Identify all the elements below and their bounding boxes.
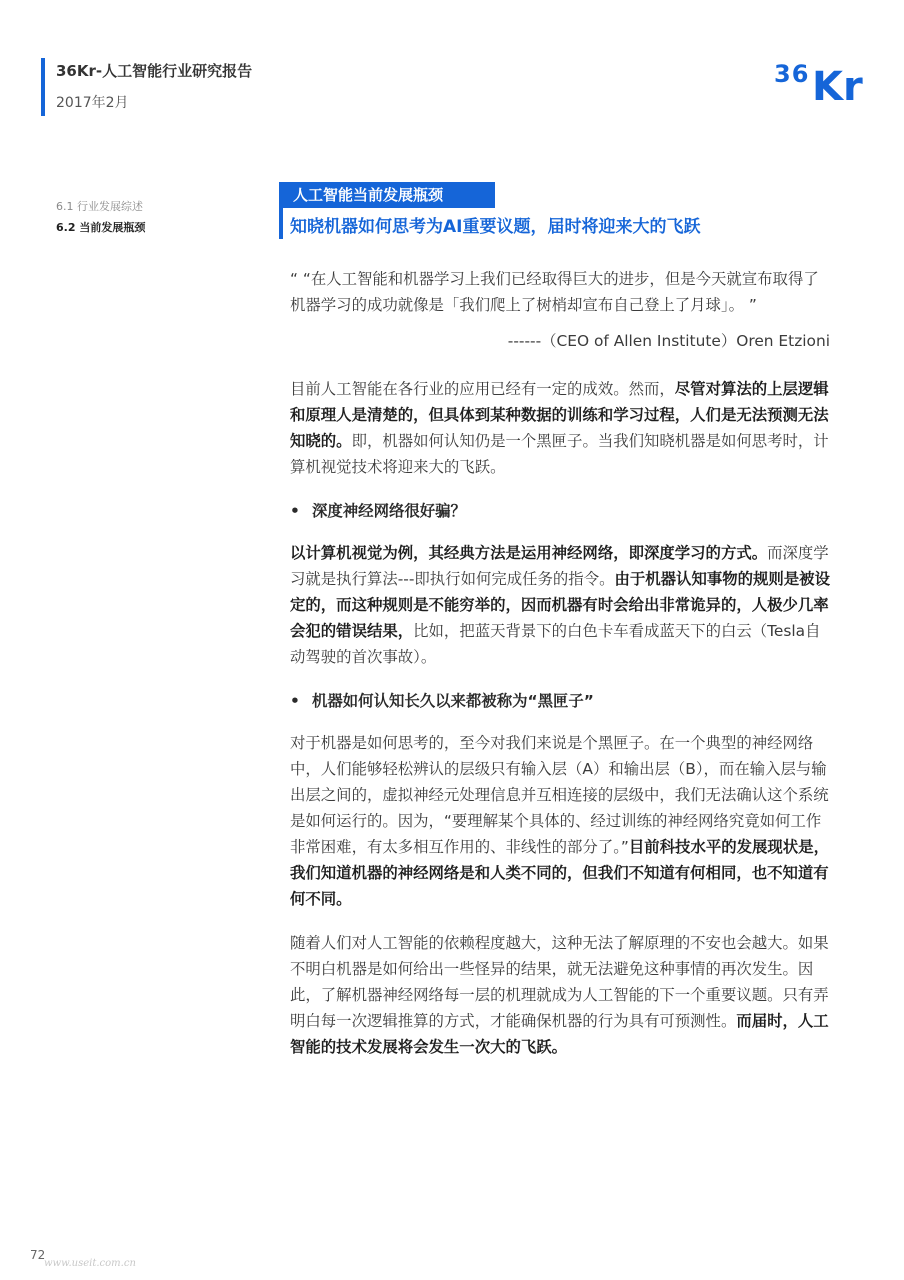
toc-item-6-1[interactable]: 6.1 行业发展综述 xyxy=(56,200,143,213)
p4-bold: 而届时，人工智能的技术发展将会发生一次大的飞跃。 xyxy=(290,1012,829,1056)
p3-bold: 目前科技水平的发展现状是，我们知道机器的神经网络是和人类不同的，但我们不知道有何相同，也不知道有何不同。 xyxy=(290,838,829,908)
p2-bold-c: 由于机器认知事物的规则是被设定的，而这种规则是不能穷举的，因而机器有时会给出非常诡异的，人极少几率会犯的错误结果， xyxy=(290,570,830,640)
report-title: 36Kr-人工智能行业研究报告 xyxy=(56,62,253,80)
p2-text-d: 比如，把蓝天背景下的白色卡车看成蓝天下的白云（Tesla自动驾驶的首次事故）。 xyxy=(290,622,821,666)
bullet-2-label: 机器如何认知长久以来都被称为“黑匣子” xyxy=(312,692,594,710)
toc-item-6-2[interactable]: 6.2 当前发展瓶颈 xyxy=(56,221,146,234)
bullet-dot-icon: • xyxy=(290,502,300,520)
bullet-heading-2 xyxy=(290,688,830,714)
36kr-logo xyxy=(772,54,872,102)
page-number: 72 xyxy=(30,1248,46,1262)
quote-text: “ “在人工智能和机器学习上我们已经取得巨大的进步，但是今天就宣布取得了机器学习的成功就像是「我们爬上了树梢却宣布自己登上了月球」。 ” xyxy=(290,270,819,314)
section-subtitle: 知晓机器如何思考为AI重要议题，届时将迎来大的飞跃 xyxy=(290,217,701,237)
p3-text-a: 对于机器是如何思考的，至今对我们来说是个黑匣子。在一个典型的神经网络中，人们能够轻松辨认的层级只有输入层（A）和输出层（B），而在输入层与输出层之间的，虚拟神经元处理信息并互相连接的层级中，我们无法确认这个系统是如何运行的。因为，“要理解某个具体的、经过训练的神经网络究竟如何工作非常困难，有太多相互作用的、非线性的部分了。” xyxy=(290,734,829,856)
bullet-heading-1 xyxy=(290,498,830,524)
p1-text-a: 目前人工智能在各行业的应用已经有一定的成效。然而， xyxy=(290,380,675,398)
p1-text-c: 即，机器如何认知仍是一个黑匣子。当我们知晓机器是如何思考时，计算机视觉技术将迎来大的飞跃。 xyxy=(290,432,829,476)
watermark: www.useit.com.cn xyxy=(44,1258,136,1269)
p2-bold-a: 以计算机视觉为例，其经典方法是运用神经网络，即深度学习的方式。 xyxy=(290,544,768,562)
paragraph-2 xyxy=(290,540,830,670)
report-date: 2017年2月 xyxy=(56,95,129,111)
paragraph-3 xyxy=(290,730,830,912)
p2-text-b: 而深度学习就是执行算法---即执行如何完成任务的指令。 xyxy=(290,544,829,588)
header-accent-bar xyxy=(41,58,45,116)
main-content xyxy=(290,266,830,1078)
bullet-dot-icon: • xyxy=(290,692,300,710)
paragraph-1 xyxy=(290,376,830,480)
svg-text:36: 36 xyxy=(774,60,810,88)
quote-attribution: ------（CEO of Allen Institute）Oren Etzioni xyxy=(507,332,830,350)
p1-bold: 尽管对算法的上层逻辑和原理人是清楚的，但具体到某种数据的训练和学习过程，人们是无法预测无法知晓的。 xyxy=(290,380,829,450)
paragraph-4 xyxy=(290,930,830,1060)
toc-sidebar xyxy=(56,196,145,238)
p4-text-a: 随着人们对人工智能的依赖程度越大，这种无法了解原理的不安也会越大。如果不明白机器是如何给出一些怪异的结果，就无法避免这种事情的再次发生。因此，了解机器神经网络每一层的机理就成为人工智能的下一个重要议题。只有弄明白每一次逻辑推算的方式，才能确保机器的行为具有可预测性。 xyxy=(290,934,829,1030)
svg-text:Kr: Kr xyxy=(812,64,863,102)
section-badge: 人工智能当前发展瓶颈 xyxy=(283,182,495,208)
bullet-1-label: 深度神经网络很好骗？ xyxy=(312,502,466,520)
